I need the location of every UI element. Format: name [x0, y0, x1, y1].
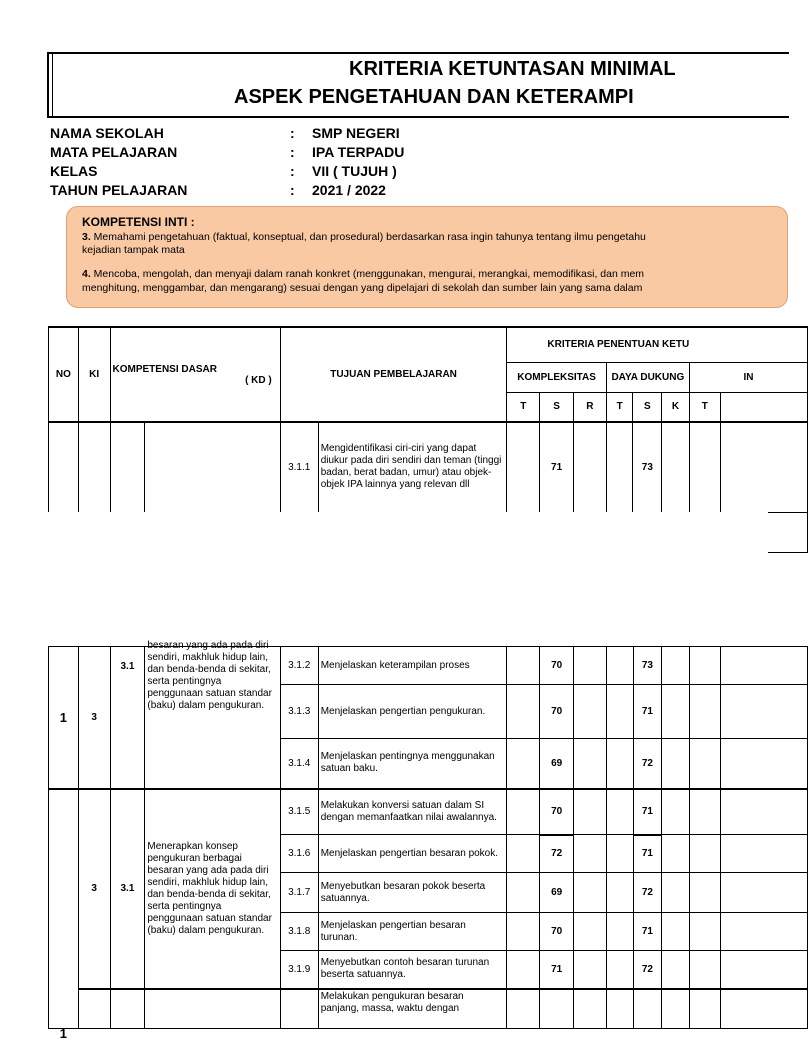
page-2 [0, 640, 768, 1041]
kompleksitas-s: 70 [540, 685, 574, 739]
daya-dukung-s: 71 [633, 835, 662, 873]
header-tp: TUJUAN PEMBELAJARAN [280, 327, 507, 422]
page-1: KRITERIA KETUNTASAN MINIMAL ASPEK PENGETAHUAN DAN KETERAMPI NAMA SEKOLAH : SMP NEGERI MATA PELAJARAN : IPA TERPADU KELAS : VII ( TUJUH ) TAHUN PELAJARAN : 2021 / 2022 KOMPETENSI INTI : 3. Memahami pengetahuan (faktual, konseptual, dan prosedural) berdasarkan rasa ingin tahunya tentang ilmu pengetahu kejadian tampak mata 4. Mencoba, mengolah, dan menyaji dalam ranah konkret (menggunakan, mengurai, merangkai, memodifikasi, dan mem menghitung, menggambar, dan mengarang) sesuai dengan yang dipelajari di sekolah dan sumber lain yang sama dalam NO KI KOMPETENSI DASAR ( KD ) TUJUAN PEMBELAJARAN KRITERIA PENENTUAN KETU KOMPLEKSITAS DAYA DUKUNG IN T S R T S K T 3.1.1 Mengidentifikasi ciri-ciri yang dapat diukur pada diri sendiri dan teman (tinggi badan, berat badan, umur) atau objek-objek IPA lainnya yang relevan dll 71 73 [0, 0, 768, 512]
kompleksitas-s: 69 [540, 873, 574, 913]
sub-t: T [606, 392, 633, 422]
tp-code: 3.1.4 [280, 739, 318, 789]
kkm-table-bottom [48, 640, 808, 1041]
tp-code: 3.1.7 [280, 873, 318, 913]
kompleksitas-s: 70 [540, 913, 574, 951]
ki-title: KOMPETENSI INTI : [82, 215, 195, 229]
group-no: 1 [49, 789, 79, 1029]
daya-dukung-s: 71 [633, 789, 662, 835]
ki3-line2: kejadian tampak mata [82, 244, 185, 256]
tp-text: Menjelaskan pentingnya menggunakan satuan baku. [318, 739, 507, 789]
tp-text: Melakukan konversi satuan dalam SI dengan memanfaatkan nilai awalannya. [318, 789, 507, 835]
daya-dukung-s: 72 [633, 951, 662, 989]
tp-code: 3.1.3 [280, 685, 318, 739]
tp-text-partial: Melakukan pengukuran besaran panjang, massa, waktu dengan [318, 989, 507, 1029]
header-ki: KI [78, 327, 110, 422]
tp-text: Menyebutkan contoh besaran turunan beserta satuannya. [318, 951, 507, 989]
kompleksitas-s: 71 [540, 422, 574, 512]
tp-code: 3.1.9 [280, 951, 318, 989]
tp-code: 3.1.1 [280, 422, 318, 512]
group-kd-no: 3.1 [110, 647, 145, 789]
table-row [49, 789, 808, 835]
header-no: NO [49, 327, 79, 422]
tp-text: Menjelaskan pengertian pengukuran. [318, 685, 507, 739]
group-ki: 3 [78, 647, 110, 789]
page-gap [0, 512, 768, 640]
title-line-1: KRITERIA KETUNTASAN MINIMAL [349, 58, 676, 80]
sub-s: S [540, 392, 574, 422]
kd-text: Menerapkan konsep pengukuran berbagai besaran yang ada pada diri sendiri, makhluk hidup lain, dan benda-benda di sekitar, serta pentingnya penggunaan satuan standar (baku) dalam pengukuran. [145, 789, 280, 989]
kd-text-continued: besaran yang ada pada diri sendiri, makhluk hidup lain, dan benda-benda di sekitar, serta pentingnya penggunaan satuan standar (baku) dalam pengukuran. [145, 647, 280, 789]
kompleksitas-s: 70 [540, 647, 574, 685]
header-kd: KOMPETENSI DASAR ( KD ) [110, 327, 280, 422]
kompleksitas-s: 71 [540, 951, 574, 989]
daya-dukung-s: 73 [633, 422, 662, 512]
tp-text: Menjelaskan pengertian besaran turunan. [318, 913, 507, 951]
ki4-line1: 4. Mencoba, mengolah, dan menyaji dalam ranah konkret (menggunakan, mengurai, merangkai, memodifikasi, dan mem [82, 268, 645, 280]
sub-t: T [507, 392, 540, 422]
tp-code: 3.1.8 [280, 913, 318, 951]
title-line-2: ASPEK PENGETAHUAN DAN KETERAMPI [234, 86, 634, 108]
header-kompleksitas: KOMPLEKSITAS [507, 362, 606, 392]
kompleksitas-s: 72 [540, 835, 574, 873]
daya-dukung-s: 73 [633, 647, 662, 685]
tp-text: Menjelaskan pengertian besaran pokok. [318, 835, 507, 873]
title-box [47, 52, 789, 118]
sub-t: T [689, 392, 720, 422]
table-row [49, 989, 808, 1029]
table-row [49, 422, 808, 512]
tp-text: Menyebutkan besaran pokok beserta satuannya. [318, 873, 507, 913]
sub-s: S [633, 392, 662, 422]
ki4-line2: menghitung, menggambar, dan mengarang) sesuai dengan yang dipelajari di sekolah dan sumber lain yang sama dalam [82, 282, 643, 294]
header-daya-dukung: DAYA DUKUNG [606, 362, 689, 392]
tp-code: 3.1.5 [280, 789, 318, 835]
tp-text: Mengidentifikasi ciri-ciri yang dapat diukur pada diri sendiri dan teman (tinggi badan, berat badan, umur) atau objek-objek IPA lainnya yang relevan dll [318, 422, 507, 512]
tp-code: 3.1.6 [280, 835, 318, 873]
daya-dukung-s: 72 [633, 739, 662, 789]
group-kd-no: 3.1 [110, 789, 145, 989]
ki3-line1: 3. Memahami pengetahuan (faktual, konseptual, dan prosedural) berdasarkan rasa ingin tahunya tentang ilmu pengetahu [82, 231, 646, 243]
kompetensi-inti-box [66, 206, 788, 308]
header-intake: IN [689, 362, 807, 392]
header-kriteria: KRITERIA PENENTUAN KETU [507, 327, 808, 362]
daya-dukung-s: 71 [633, 913, 662, 951]
sub-k: K [662, 392, 690, 422]
group-no: 1 [49, 647, 79, 789]
group-ki: 3 [78, 789, 110, 989]
tp-text: Menjelaskan keterampilan proses [318, 647, 507, 685]
table-row [49, 647, 808, 685]
sub-r: R [574, 392, 607, 422]
daya-dukung-s: 71 [633, 685, 662, 739]
kompleksitas-s: 69 [540, 739, 574, 789]
daya-dukung-s: 72 [633, 873, 662, 913]
tp-code: 3.1.2 [280, 647, 318, 685]
kompleksitas-s: 70 [540, 789, 574, 835]
